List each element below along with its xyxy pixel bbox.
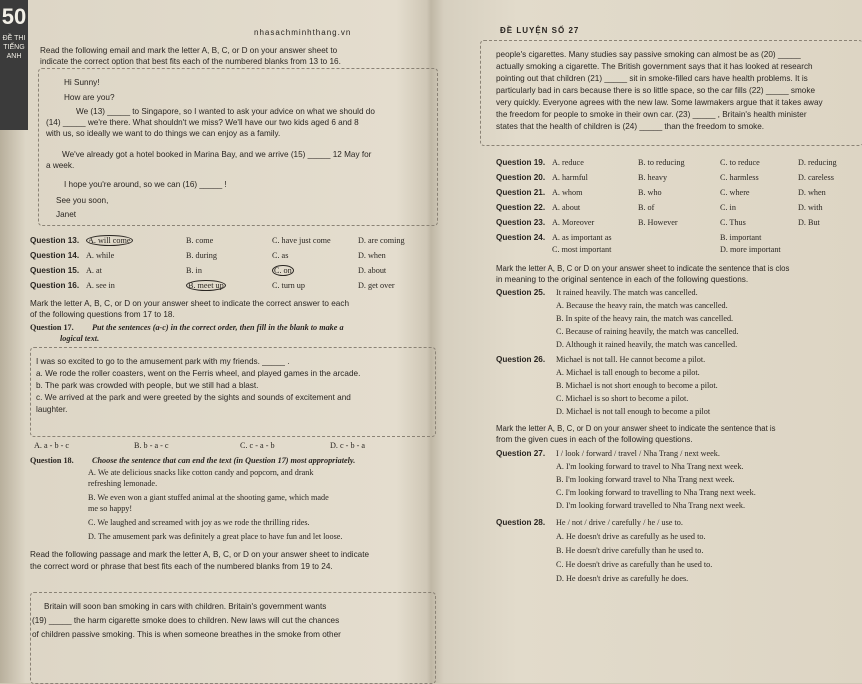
q18-option-a-cont: refreshing lemonade. xyxy=(88,479,158,488)
passage-line: (19) _____ the harm cigarette smoke does to children. New laws will cut the chances xyxy=(32,616,340,625)
instruction-19-24: the correct word or phrase that best fits each of the numbered blanks from 19 to 24. xyxy=(30,562,333,571)
q21-option-d[interactable]: D. when xyxy=(798,188,826,197)
instruction-19-24: Read the following passage and mark the letter A, B, C, or D on your answer sheet to indicate xyxy=(30,550,370,559)
q28-option-b[interactable]: B. He doesn't drive carefully than he used to. xyxy=(556,546,704,555)
q17-box-line: a. We rode the roller coasters, went on the Ferris wheel, and played games in the arcade. xyxy=(36,369,361,378)
q28-prompt: He / not / drive / carefully / he / use to. xyxy=(556,518,683,527)
q16-option-c[interactable]: C. turn up xyxy=(272,281,305,290)
q19-option-d[interactable]: D. reducing xyxy=(798,158,837,167)
intro-line-2: indicate the correct option that best fits each of the numbered blanks from 13 to 16. xyxy=(40,57,341,66)
left-page xyxy=(30,0,448,683)
passage-line: particularly bad in cars because there is so little space, so the car fills (22) _____ smoke xyxy=(496,86,816,95)
instruction-25-26: Mark the letter A, B, C or D on your answer sheet to indicate the sentence that is clos xyxy=(496,264,790,273)
instruction-17-18: Mark the letter A, B, C, or D on your answer sheet to indicate the correct answer to each xyxy=(30,299,350,308)
passage-line: actually smoking a cigarette. The British government says that it has looked at research xyxy=(496,62,813,71)
q22-option-b[interactable]: B. of xyxy=(638,203,655,212)
email-line: How are you? xyxy=(64,93,115,102)
q23-option-a[interactable]: A. Moreover xyxy=(552,218,595,227)
q21-option-b[interactable]: B. who xyxy=(638,188,662,197)
q18-option-a[interactable]: A. We ate delicious snacks like cotton candy and popcorn, and drank xyxy=(88,468,314,477)
q22-option-d[interactable]: D. with xyxy=(798,203,823,212)
q19-option-a[interactable]: A. reduce xyxy=(552,158,584,167)
instruction-27-28: from the given cues in each of the following questions. xyxy=(496,435,693,444)
q19-option-c[interactable]: C. to reduce xyxy=(720,158,760,167)
q22-option-a[interactable]: A. about xyxy=(552,203,581,212)
q18-label: Question 18. xyxy=(30,456,74,465)
q14-label: Question 14. xyxy=(30,251,80,260)
q23-label: Question 23. xyxy=(496,218,546,227)
q26-option-c[interactable]: C. Michael is so short to become a pilot. xyxy=(556,394,689,403)
q14-option-d[interactable]: D. when xyxy=(358,251,386,260)
spine-subtitle: ĐỀ THI TIẾNG ANH xyxy=(2,35,26,60)
email-line: a week. xyxy=(46,161,75,170)
q28-label: Question 28. xyxy=(496,518,546,527)
q26-option-b[interactable]: B. Michael is not short enough to become a pilot. xyxy=(556,381,718,390)
q18-text: Choose the sentence that can end the text (in Question 17) most appropriately. xyxy=(92,456,356,465)
q20-option-c[interactable]: C. harmless xyxy=(720,173,759,182)
q13-option-a[interactable]: A. will come xyxy=(88,236,131,245)
q20-option-d[interactable]: D. careless xyxy=(798,173,834,182)
q24-option-a[interactable]: A. as important as xyxy=(552,233,612,242)
q17-option-a[interactable]: A. a - b - c xyxy=(34,441,70,450)
q17-option-b[interactable]: B. b - a - c xyxy=(134,441,169,450)
q26-option-d[interactable]: D. Michael is not tall enough to become a pilot xyxy=(556,407,711,416)
q16-option-a[interactable]: A. see in xyxy=(86,281,115,290)
test-title: ĐỀ LUYỆN SỐ 27 xyxy=(500,26,580,35)
email-line: We (13) _____ to Singapore, so I wanted to ask your advice on what we should do xyxy=(76,107,375,116)
q23-option-d[interactable]: D. But xyxy=(798,218,820,227)
q17-text: Put the sentences (a-c) in the correct order, then fill in the blank to make a xyxy=(92,323,344,332)
q15-option-a[interactable]: A. at xyxy=(86,266,102,275)
q25-label: Question 25. xyxy=(496,288,546,297)
q16-label: Question 16. xyxy=(30,281,80,290)
q23-option-c[interactable]: C. Thus xyxy=(720,218,746,227)
q15-option-b[interactable]: B. in xyxy=(186,266,202,275)
q21-option-a[interactable]: A. whom xyxy=(552,188,583,197)
q24-label: Question 24. xyxy=(496,233,546,242)
q22-label: Question 22. xyxy=(496,203,546,212)
email-line: with us, so ideally we want to do things we can enjoy as a family. xyxy=(46,129,281,138)
instruction-27-28: Mark the letter A, B, C, or D on your answer sheet to indicate the sentence that is xyxy=(496,424,776,433)
q21-option-c[interactable]: C. where xyxy=(720,188,750,197)
q17-text: logical text. xyxy=(60,334,100,343)
q25-option-a[interactable]: A. Because the heavy rain, the match was cancelled. xyxy=(556,301,728,310)
q17-box-line: laughter. xyxy=(36,405,68,414)
q23-option-b[interactable]: B. However xyxy=(638,218,678,227)
passage-line: very quickly. Everyone agrees with the new law. Some lawmakers argue that it takes away xyxy=(496,98,823,107)
passage-line: states that the health of children is (24) _____ than the freedom to smoke. xyxy=(496,122,765,131)
q24-option-b[interactable]: B. important xyxy=(720,233,762,242)
q15-option-d[interactable]: D. about xyxy=(358,266,387,275)
q13-label: Question 13. xyxy=(30,236,80,245)
q15-option-c[interactable]: C. on xyxy=(274,266,292,275)
right-page xyxy=(440,0,862,683)
q25-option-b[interactable]: B. In spite of the heavy rain, the match was cancelled. xyxy=(556,314,734,323)
q26-prompt: Michael is not tall. He cannot become a pilot. xyxy=(556,355,706,364)
q17-option-d[interactable]: D. c - b - a xyxy=(330,441,366,450)
q28-option-a[interactable]: A. He doesn't drive as carefully as he used to. xyxy=(556,532,706,541)
q17-box-line: c. We arrived at the park and were greeted by the sights and sounds of excitement and xyxy=(36,393,351,402)
q27-option-d[interactable]: D. I'm looking forward travelled to Nha Trang next week. xyxy=(556,501,746,510)
email-line: I hope you're around, so we can (16) _____ ! xyxy=(64,180,227,189)
site-header: nhasachminhthang.vn xyxy=(254,28,352,37)
q18-option-b-cont: me so happy! xyxy=(88,504,133,513)
q20-option-a[interactable]: A. harmful xyxy=(552,173,588,182)
email-line: (14) _____ we're there. What shouldn't we miss? We'll have our two kids aged 6 and 8 xyxy=(46,118,359,127)
q13-option-c[interactable]: C. have just come xyxy=(272,236,331,245)
q25-option-c[interactable]: C. Because of raining heavily, the match was cancelled. xyxy=(556,327,739,336)
q16-option-b[interactable]: B. meet up xyxy=(188,281,224,290)
q18-option-c[interactable]: C. We laughed and screamed with joy as we rode the thrilling rides. xyxy=(88,518,310,527)
email-line: See you soon, xyxy=(56,196,109,205)
q27-option-c[interactable]: C. I'm looking forward to travelling to Nha Trang next week. xyxy=(556,488,756,497)
q14-option-c[interactable]: C. as xyxy=(272,251,289,260)
q28-option-c[interactable]: C. He doesn't drive as carefully than he used to. xyxy=(556,560,713,569)
q26-label: Question 26. xyxy=(496,355,546,364)
q27-option-b[interactable]: B. I'm looking forward travel to Nha Trang next week. xyxy=(556,475,735,484)
q16-option-d[interactable]: D. get over xyxy=(358,281,395,290)
passage-line: Britain will soon ban smoking in cars with children. Britain's government wants xyxy=(44,602,327,611)
q13-option-b[interactable]: B. come xyxy=(186,236,214,245)
intro-line-1: Read the following email and mark the letter A, B, C, or D on your answer sheet to xyxy=(40,46,338,55)
q25-prompt: It rained heavily. The match was cancelled. xyxy=(556,288,698,297)
passage-line: the freedom for people to smoke in their own car. (23) _____ , Britain's health minister xyxy=(496,110,807,119)
q13-option-d[interactable]: D. are coming xyxy=(358,236,405,245)
q14-option-a[interactable]: A. while xyxy=(86,251,115,260)
email-line: Hi Sunny! xyxy=(64,78,100,87)
passage-line: pointing out that children (21) _____ sit in smoke-filled cars have health problems. It is xyxy=(496,74,808,83)
q17-box-line: b. The park was crowded with people, but we still had a blast. xyxy=(36,381,259,390)
q15-label: Question 15. xyxy=(30,266,80,275)
q27-prompt: I / look / forward / travel / Nha Trang / next week. xyxy=(556,449,720,458)
q18-option-b[interactable]: B. We even won a giant stuffed animal at the shooting game, which made xyxy=(88,493,329,502)
q14-option-b[interactable]: B. during xyxy=(186,251,217,260)
spine-tab xyxy=(0,0,28,130)
instruction-17-18: of the following questions from 17 to 18. xyxy=(30,310,175,319)
q24-option-d[interactable]: D. more important xyxy=(720,245,781,254)
q22-option-c[interactable]: C. in xyxy=(720,203,736,212)
q28-option-d[interactable]: D. He doesn't drive as carefully he does. xyxy=(556,574,689,583)
passage-line: of children passive smoking. This is when someone breathes in the smoke from other xyxy=(32,630,341,639)
email-line: We've already got a hotel booked in Marina Bay, and we arrive (15) _____ 12 May for xyxy=(62,150,372,159)
q19-option-b[interactable]: B. to reducing xyxy=(638,158,685,167)
q27-label: Question 27. xyxy=(496,449,546,458)
q27-option-a[interactable]: A. I'm looking forward to travel to Nha Trang next week. xyxy=(556,462,744,471)
q25-option-d[interactable]: D. Although it rained heavily, the match was cancelled. xyxy=(556,340,738,349)
q26-option-a[interactable]: A. Michael is tall enough to become a pilot. xyxy=(556,368,700,377)
q21-label: Question 21. xyxy=(496,188,546,197)
passage-line: people's cigarettes. Many studies say passive smoking can almost be as (20) _____ xyxy=(496,50,801,59)
q18-option-d[interactable]: D. The amusement park was definitely a great place to have fun and let loose. xyxy=(88,532,343,541)
q17-box-line: I was so excited to go to the amusement park with my friends. _____ . xyxy=(36,357,290,366)
q20-label: Question 20. xyxy=(496,173,546,182)
q17-option-c[interactable]: C. c - a - b xyxy=(240,441,275,450)
q24-option-c[interactable]: C. most important xyxy=(552,245,612,254)
q17-label: Question 17. xyxy=(30,323,74,332)
instruction-25-26: in meaning to the original sentence in each of the following questions. xyxy=(496,275,749,284)
q20-option-b[interactable]: B. heavy xyxy=(638,173,668,182)
spine-number: 50 xyxy=(1,4,27,29)
email-line: Janet xyxy=(56,210,77,219)
q19-label: Question 19. xyxy=(496,158,546,167)
